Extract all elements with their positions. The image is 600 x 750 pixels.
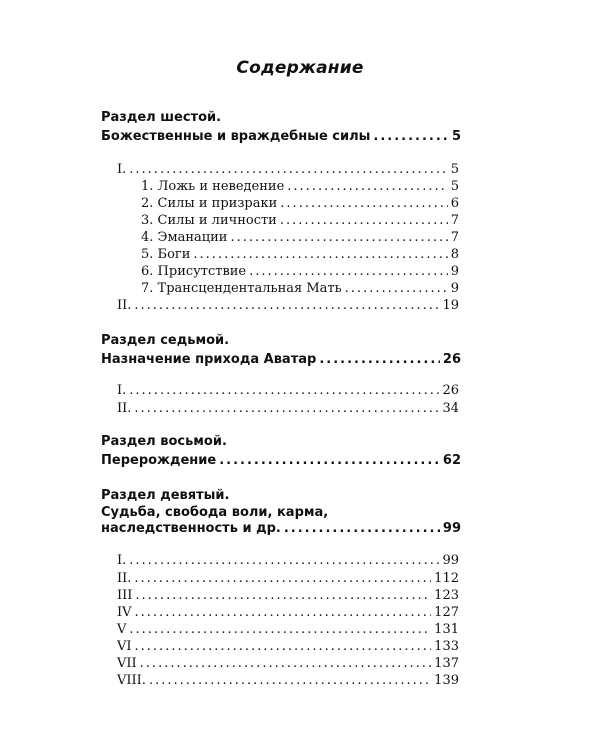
section-heading-8: Перерождение bbox=[101, 453, 217, 468]
dot-leader bbox=[134, 571, 431, 587]
entry-label: VII bbox=[117, 656, 137, 671]
dot-leader bbox=[193, 247, 447, 263]
entry-label: 3. Силы и личности bbox=[141, 213, 277, 228]
entry-label: I. bbox=[117, 553, 127, 568]
entry-label: I. bbox=[117, 162, 127, 177]
toc-entry[interactable] bbox=[117, 383, 459, 399]
entry-page: 6 bbox=[450, 196, 459, 211]
dot-leader bbox=[345, 281, 448, 297]
toc-entry[interactable] bbox=[141, 264, 459, 280]
section-heading-9-line1: Судьба, свобода воли, карма, bbox=[101, 505, 329, 520]
toc-entry[interactable] bbox=[117, 605, 459, 621]
toc-entry[interactable] bbox=[117, 622, 459, 638]
section-label-9: Раздел девятый. bbox=[101, 488, 230, 503]
entry-label: II. bbox=[117, 571, 132, 586]
toc-entry[interactable] bbox=[117, 553, 459, 569]
dot-leader bbox=[135, 588, 431, 604]
entry-label: V bbox=[117, 622, 127, 637]
entry-label: 5. Боги bbox=[141, 247, 191, 262]
entry-page: 5 bbox=[450, 179, 459, 194]
toc-entry[interactable] bbox=[141, 196, 459, 212]
entry-label: 2. Силы и призраки bbox=[141, 196, 278, 211]
dot-leader bbox=[230, 230, 447, 246]
entry-label: 6. Присутствие bbox=[141, 264, 247, 279]
dot-leader bbox=[134, 401, 439, 417]
section-page-8: 62 bbox=[442, 453, 461, 468]
page-title: Содержание bbox=[236, 58, 364, 78]
entry-page: 133 bbox=[434, 639, 459, 654]
dot-leader bbox=[140, 656, 432, 672]
section-heading-row-7[interactable] bbox=[101, 352, 461, 368]
entry-label: 4. Эманации bbox=[141, 230, 228, 245]
entry-label: IV bbox=[117, 605, 132, 620]
toc-entry[interactable] bbox=[141, 213, 459, 229]
dot-leader bbox=[249, 264, 448, 280]
dot-leader bbox=[129, 162, 447, 178]
dot-leader bbox=[135, 639, 432, 655]
section-page-6: 5 bbox=[451, 129, 461, 144]
entry-label: I. bbox=[117, 383, 127, 398]
toc-entry[interactable] bbox=[141, 281, 459, 297]
toc-entry[interactable] bbox=[117, 656, 459, 672]
entry-page: 5 bbox=[450, 162, 459, 177]
dot-leader bbox=[134, 298, 439, 314]
entry-page: 131 bbox=[434, 622, 459, 637]
section-label-6: Раздел шестой. bbox=[101, 110, 222, 125]
entry-page: 9 bbox=[450, 264, 459, 279]
entry-page: 123 bbox=[434, 588, 459, 603]
dot-leader bbox=[129, 383, 439, 399]
entry-page: 127 bbox=[434, 605, 459, 620]
dot-leader bbox=[284, 521, 440, 537]
toc-entry[interactable] bbox=[117, 571, 459, 587]
entry-page: 26 bbox=[442, 383, 459, 398]
entry-page: 139 bbox=[434, 673, 459, 688]
dot-leader bbox=[129, 622, 431, 638]
entry-page: 7 bbox=[450, 230, 459, 245]
toc-entry[interactable] bbox=[117, 588, 459, 604]
entry-label: II. bbox=[117, 401, 132, 416]
entry-page: 8 bbox=[450, 247, 459, 262]
dot-leader bbox=[149, 673, 431, 689]
section-label-7: Раздел седьмой. bbox=[101, 333, 230, 348]
entry-label: VIII. bbox=[117, 673, 146, 688]
entry-page: 19 bbox=[442, 298, 459, 313]
toc-entry[interactable] bbox=[141, 230, 459, 246]
entry-page: 9 bbox=[450, 281, 459, 296]
dot-leader bbox=[219, 453, 440, 469]
dot-leader bbox=[280, 196, 447, 212]
section-heading-row-6[interactable] bbox=[101, 129, 461, 145]
toc-entry[interactable] bbox=[117, 639, 459, 655]
entry-label: 1. Ложь и неведение bbox=[141, 179, 285, 194]
toc-entry[interactable] bbox=[117, 401, 459, 417]
entry-label: II. bbox=[117, 298, 132, 313]
entry-label: VI bbox=[117, 639, 132, 654]
dot-leader bbox=[287, 179, 447, 195]
entry-page: 137 bbox=[434, 656, 459, 671]
entry-page: 34 bbox=[442, 401, 459, 416]
section-heading-6: Божественные и враждебные силы bbox=[101, 129, 371, 144]
section-heading-row-8[interactable] bbox=[101, 453, 461, 469]
entry-page: 112 bbox=[434, 571, 459, 586]
toc-entry[interactable] bbox=[117, 673, 459, 689]
entry-label: III bbox=[117, 588, 133, 603]
dot-leader bbox=[319, 352, 440, 368]
toc-entry[interactable] bbox=[141, 247, 459, 263]
toc-entry[interactable] bbox=[117, 162, 459, 178]
section-label-8: Раздел восьмой. bbox=[101, 434, 227, 449]
section-page-9: 99 bbox=[442, 521, 461, 536]
section-heading-9: наследственность и др. bbox=[101, 521, 281, 536]
entry-page: 7 bbox=[450, 213, 459, 228]
dot-leader bbox=[129, 553, 439, 569]
toc-entry[interactable] bbox=[117, 298, 459, 314]
toc-entry[interactable] bbox=[141, 179, 459, 195]
entry-label: 7. Трансцендентальная Мать bbox=[141, 281, 342, 296]
section-heading-7: Назначение прихода Аватар bbox=[101, 352, 317, 367]
dot-leader bbox=[280, 213, 448, 229]
entry-page: 99 bbox=[442, 553, 459, 568]
dot-leader bbox=[373, 129, 449, 145]
section-page-7: 26 bbox=[442, 352, 461, 367]
dot-leader bbox=[135, 605, 432, 621]
section-heading-row-9[interactable] bbox=[101, 521, 461, 537]
